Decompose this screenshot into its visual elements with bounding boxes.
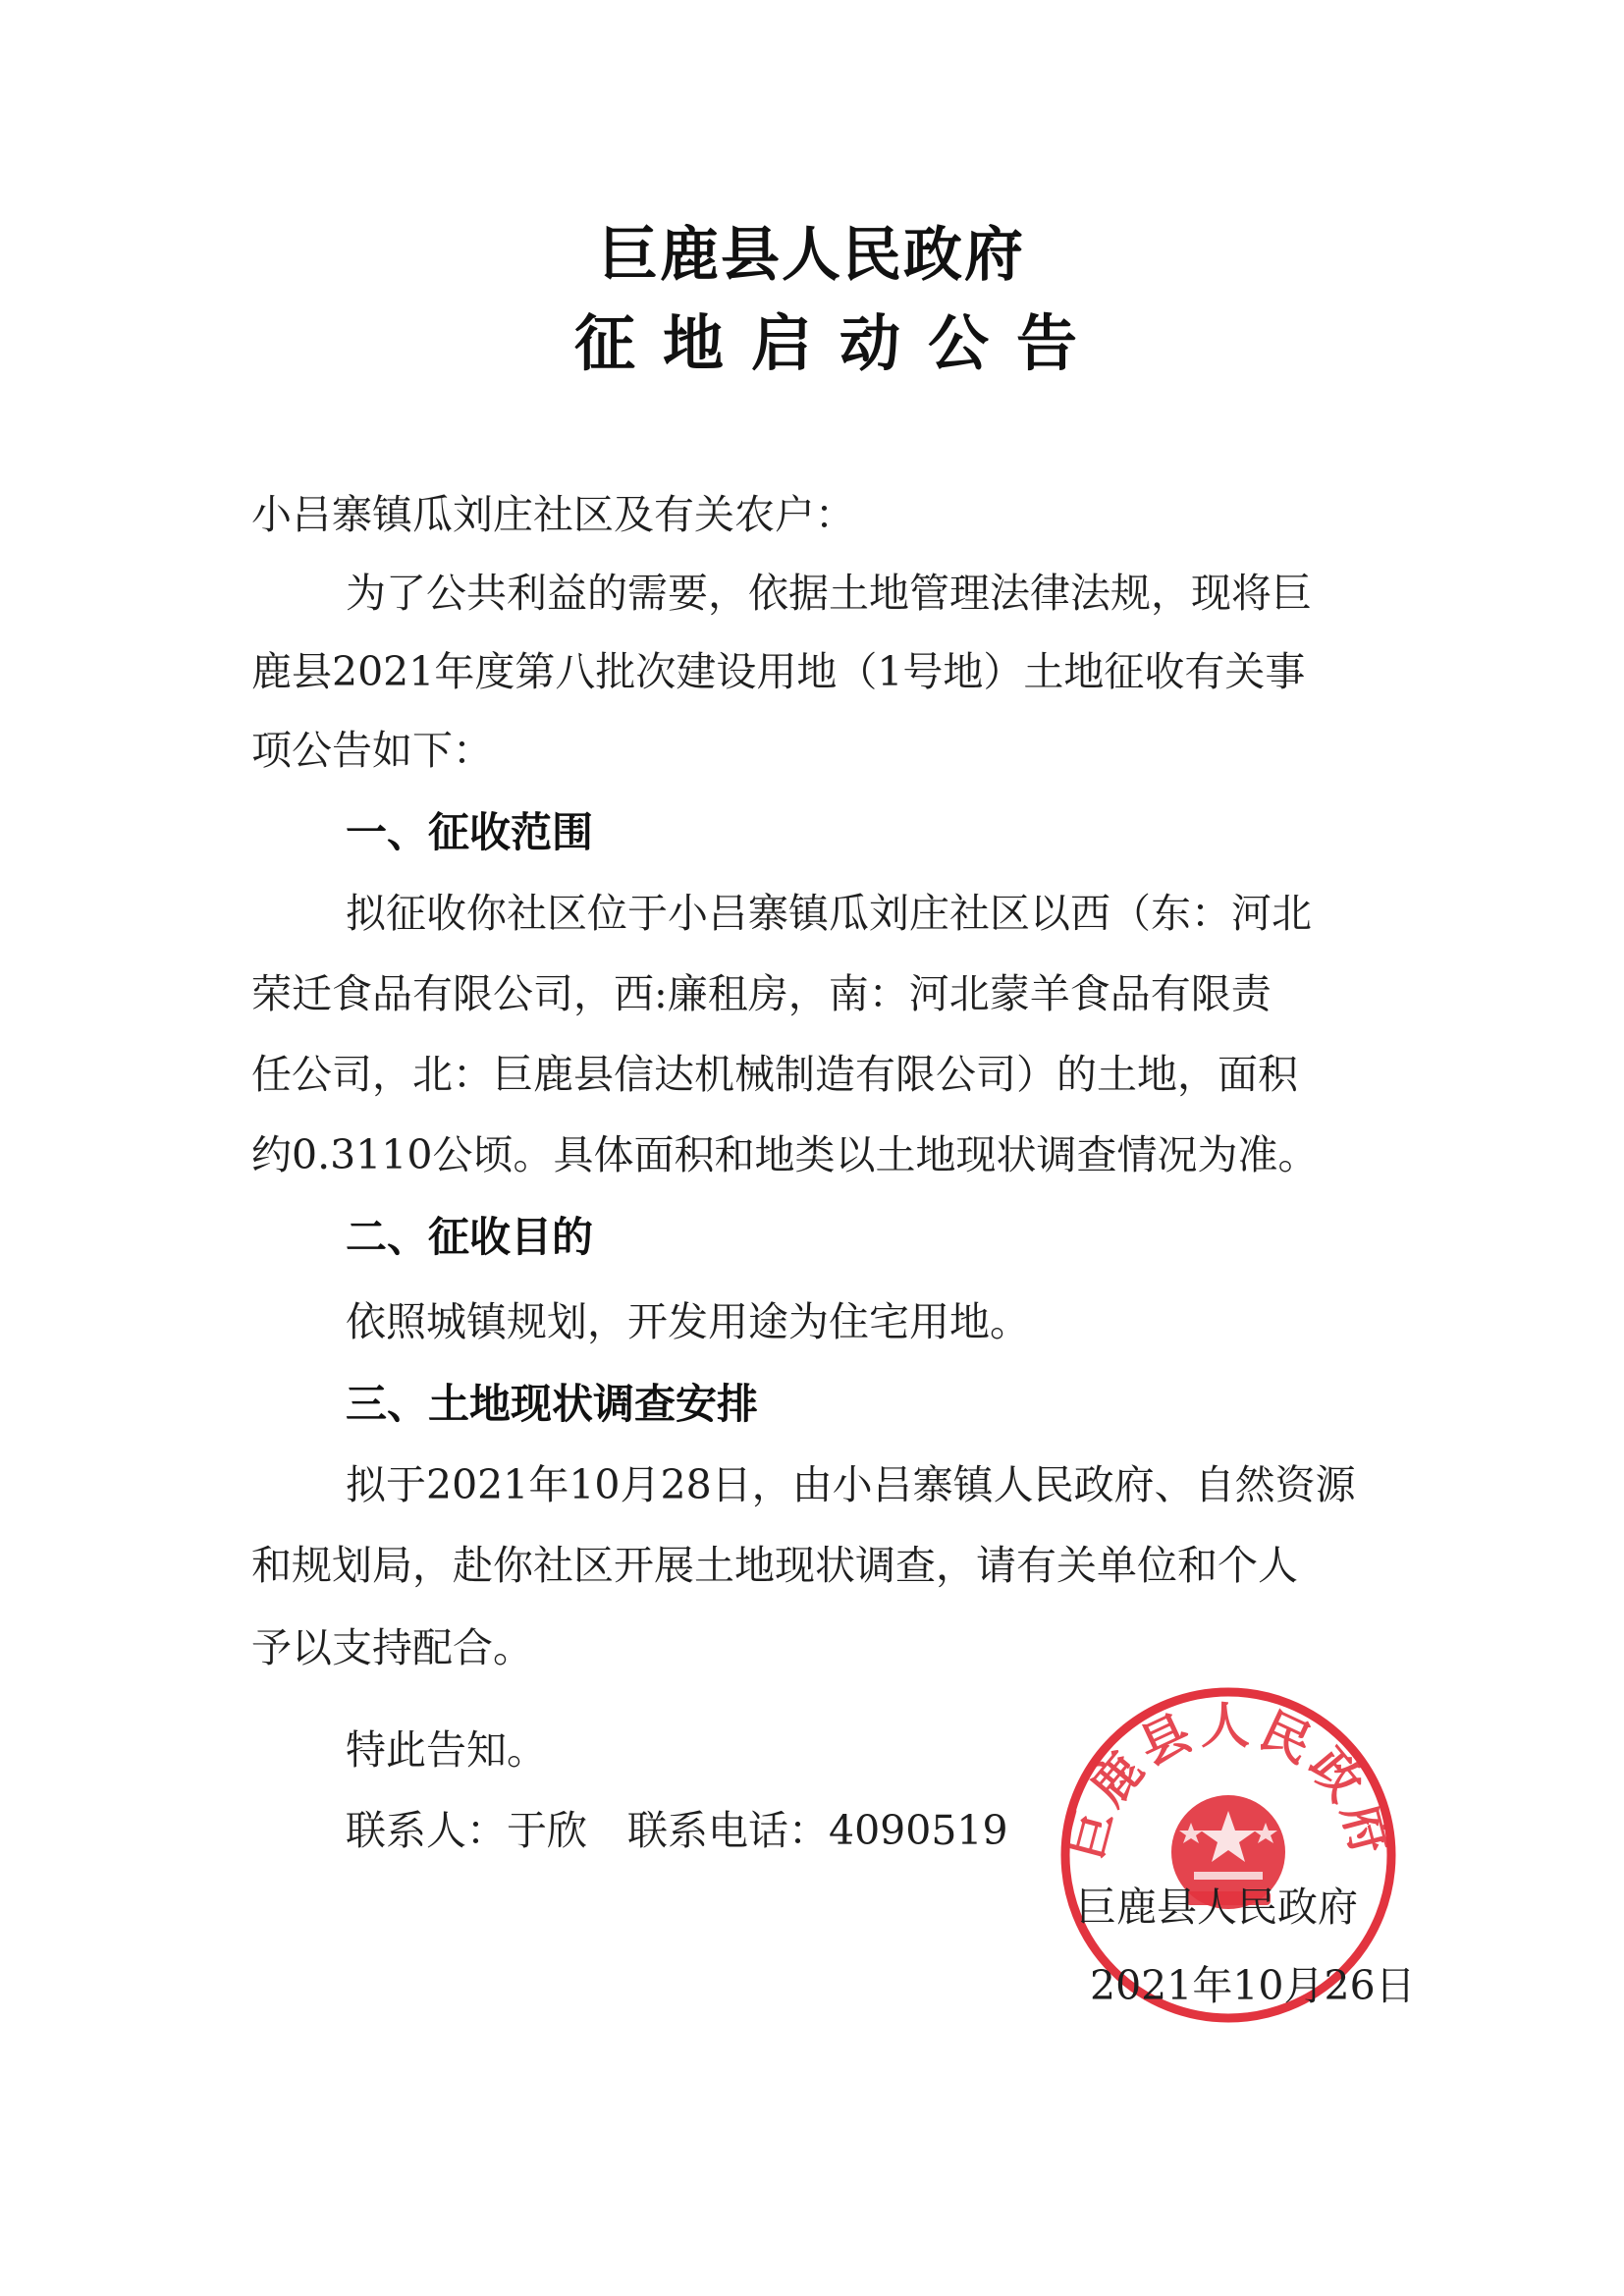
closing-text: 特此告知。 (346, 1726, 547, 1774)
section3-line: 和规划局，赴你社区开展土地现状调查，请有关单位和个人 (251, 1542, 1298, 1589)
contact-info: 联系人：于欣 联系电话：4090519 (346, 1807, 1008, 1854)
addressee: 小吕寨镇瓜刘庄社区及有关农户： (251, 491, 855, 538)
section3-line: 拟于2021年10月28日，由小吕寨镇人民政府、自然资源 (346, 1461, 1356, 1508)
section1-line: 拟征收你社区位于小吕寨镇瓜刘庄社区以西（东：河北 (346, 890, 1312, 937)
title-issuing-authority: 巨鹿县人民政府 (599, 221, 1025, 290)
section-heading-survey: 三、土地现状调查安排 (346, 1380, 759, 1428)
section3-line: 予以支持配合。 (251, 1624, 533, 1671)
intro-line: 为了公共利益的需要，依据土地管理法律法规，现将巨 (346, 570, 1312, 617)
section-heading-purpose: 二、征收目的 (346, 1213, 594, 1261)
section-heading-scope: 一、征收范围 (346, 808, 594, 856)
section2-line: 依照城镇规划，开发用途为住宅用地。 (346, 1298, 1030, 1345)
signature-date: 2021年10月26日 (1090, 1962, 1416, 2009)
title-notice: 征地启动公告 (573, 307, 1105, 379)
signature-org: 巨鹿县人民政府 (1076, 1884, 1358, 1931)
seal-text: 巨鹿县人民政府 (1058, 1697, 1398, 1866)
section1-line: 荣迁食品有限公司，西:廉租房，南：河北蒙羊食品有限责 (251, 970, 1272, 1017)
intro-line: 项公告如下： (251, 727, 493, 774)
section1-line: 任公司，北：巨鹿县信达机械制造有限公司）的土地，面积 (251, 1051, 1298, 1098)
intro-line: 鹿县2021年度第八批次建设用地（1号地）土地征收有关事 (251, 648, 1306, 695)
section1-line: 约0.3110公顷。具体面积和地类以土地现状调查情况为准。 (251, 1131, 1319, 1178)
